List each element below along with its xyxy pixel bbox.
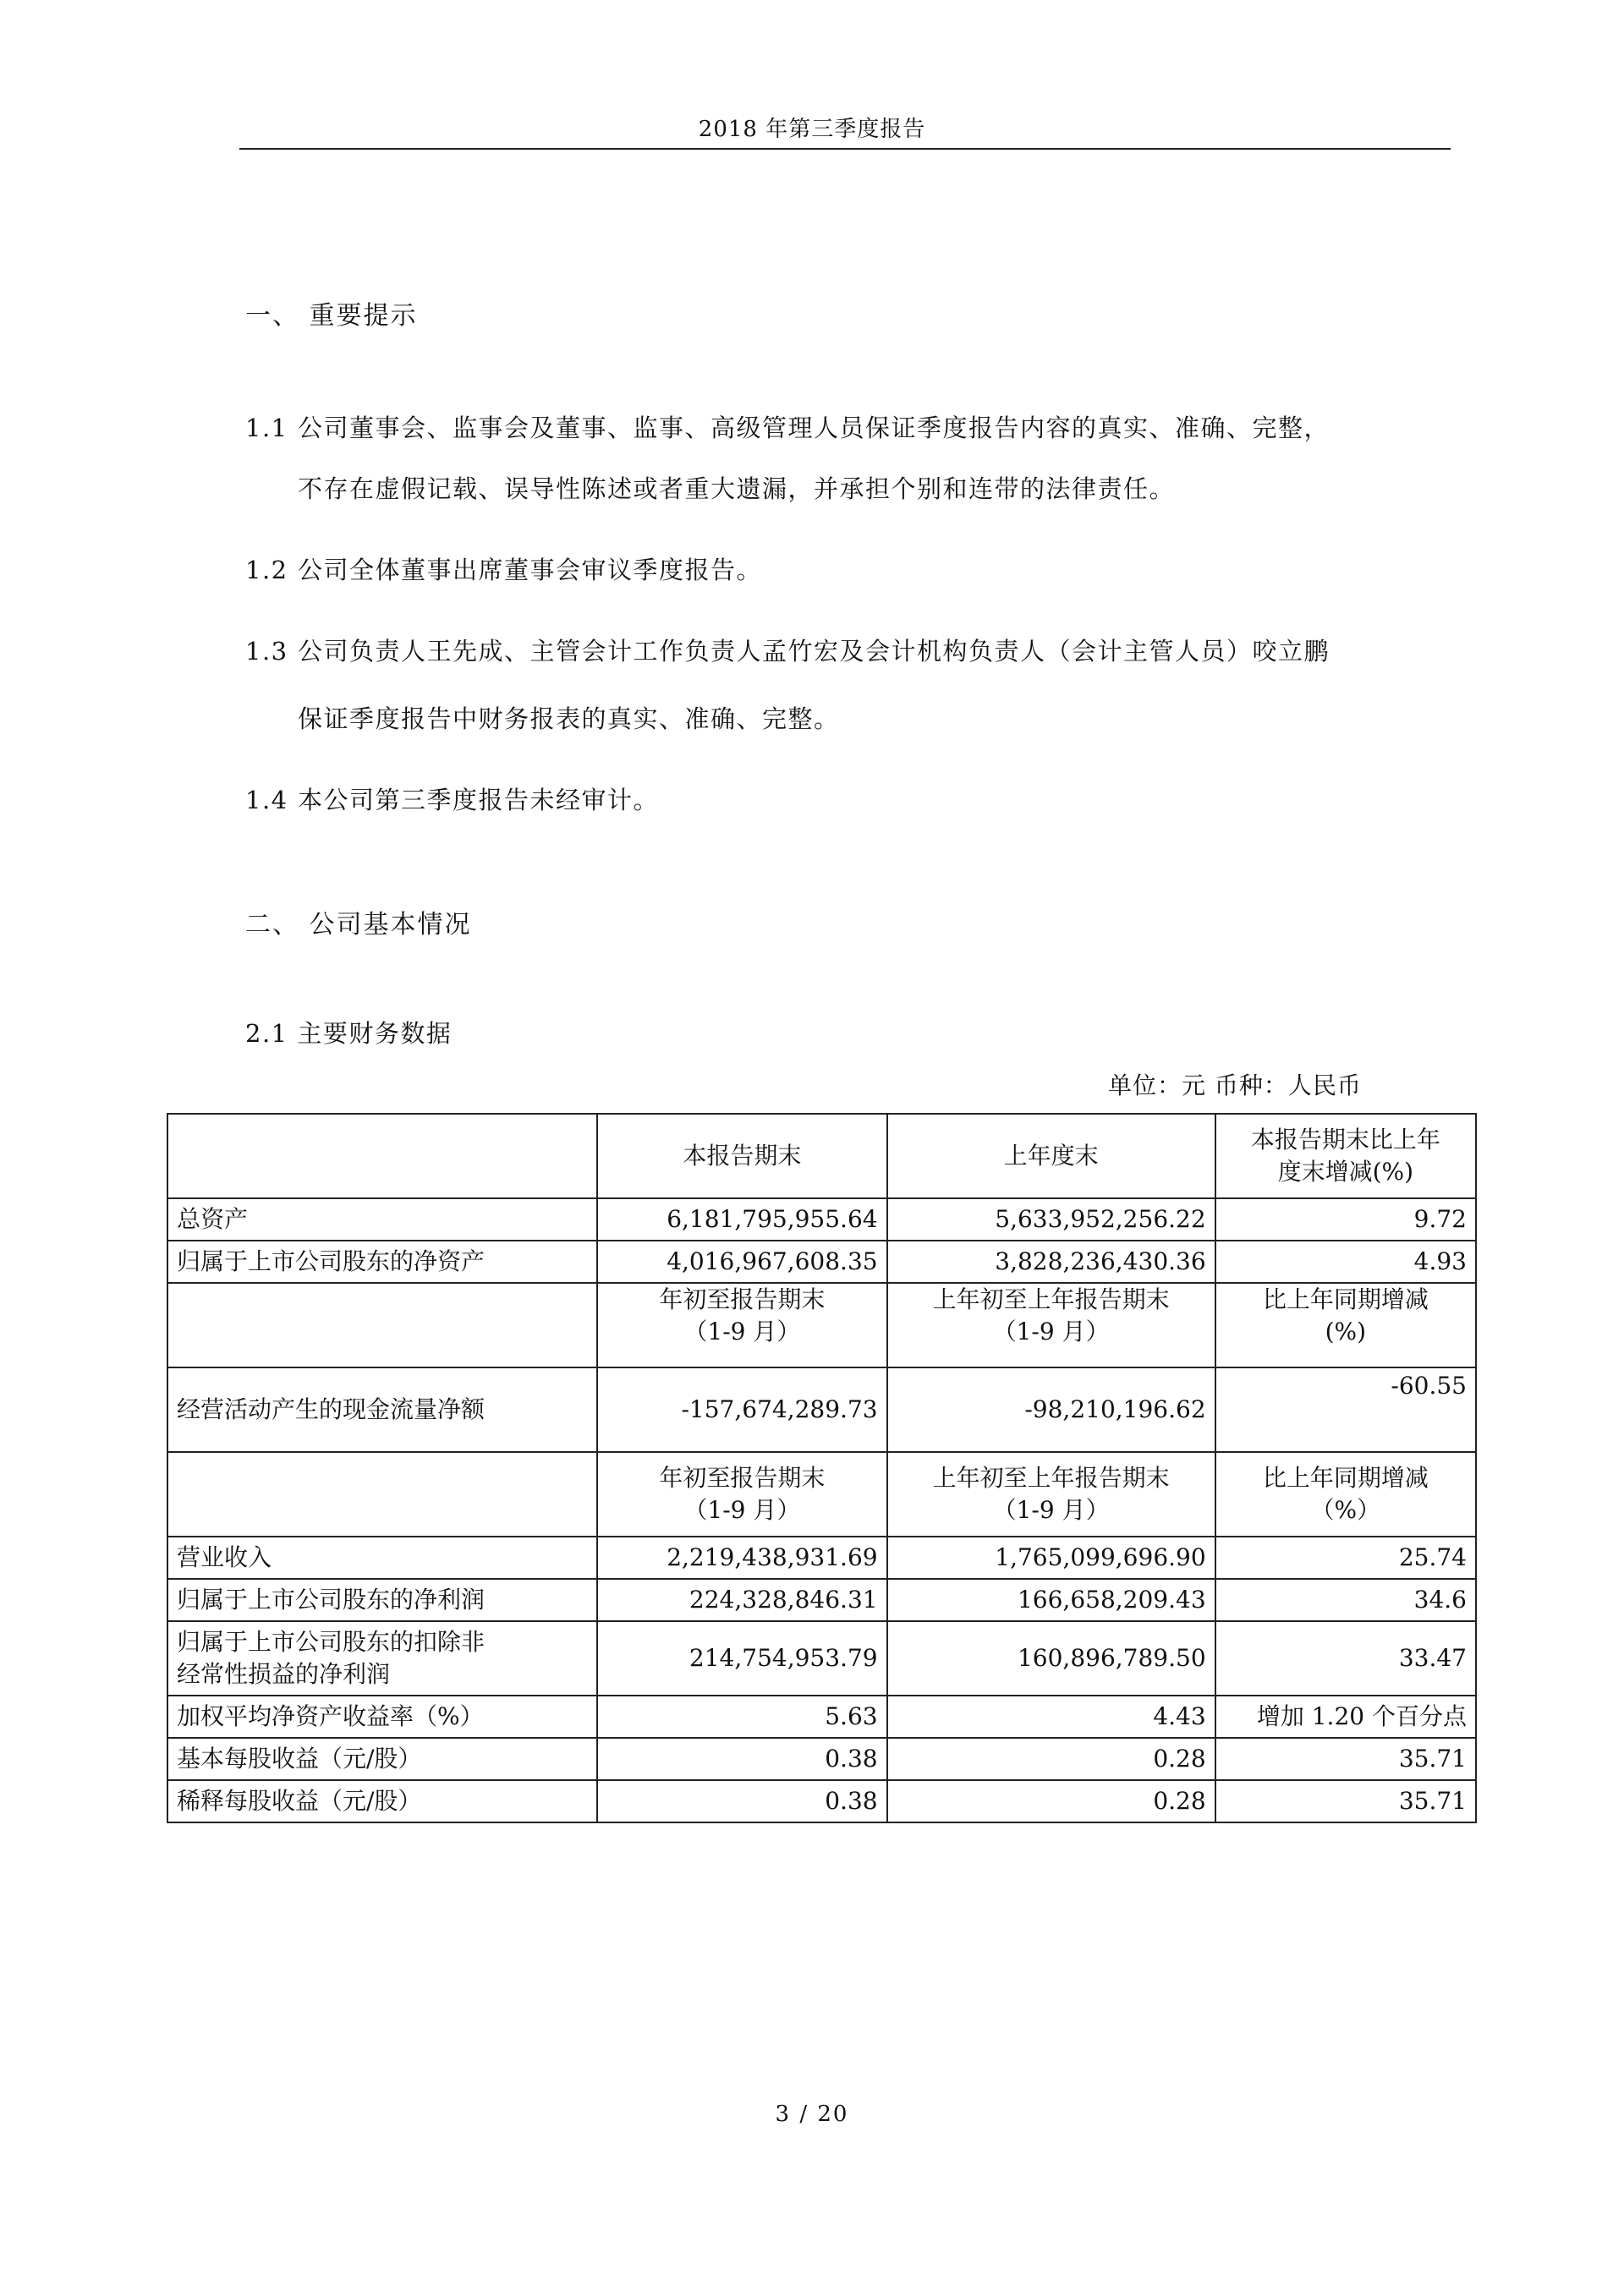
item-number: 1.1 [245,414,288,442]
table-row [167,1696,1476,1738]
value-cell: 160,896,789.50 [887,1621,1215,1696]
value-cell: 1,765,099,696.90 [887,1537,1215,1579]
value-cell: -60.55 [1215,1367,1476,1452]
col-header-change-pct [1215,1114,1476,1198]
value-cell: 5.63 [597,1696,886,1738]
header-line: （1-9 月） [683,1496,801,1524]
value-cell: 0.38 [597,1780,886,1822]
label-line: 经常性损益的净利润 [177,1660,391,1688]
item-1-2 [245,551,762,586]
row-label: 稀释每股收益（元/股） [167,1780,597,1822]
section2-heading: 二、 公司基本情况 [245,910,472,940]
page-number: 3 / 20 [775,2101,849,2127]
item-number: 1.3 [245,637,288,666]
value-cell: 166,658,209.43 [887,1579,1215,1621]
value-cell: 214,754,953.79 [597,1621,886,1696]
value-cell: 4,016,967,608.35 [597,1241,886,1283]
value-cell: 0.28 [887,1738,1215,1780]
header-line: (%) [1325,1318,1367,1345]
table-subheader-row [167,1283,1476,1367]
row-label: 营业收入 [167,1537,597,1579]
col-header-prior-ytd [887,1452,1215,1537]
label-line: 归属于上市公司股东的扣除非 [177,1628,486,1656]
header-line: 比上年同期增减 [1262,1464,1429,1492]
value-cell: 34.6 [1215,1579,1476,1621]
item-1-3-cont: 保证季度报告中财务报表的真实、准确、完整。 [298,704,840,733]
table-header-row [167,1114,1476,1198]
item-number: 1.2 [245,556,288,584]
header-line: 上年初至上年报告期末 [932,1464,1170,1492]
item-number: 1.4 [245,786,288,814]
col-header-last-year-end: 上年度末 [887,1114,1215,1198]
col-header-ytd [597,1283,886,1367]
header-line: 本报告期末比上年 [1250,1126,1440,1153]
header-line: 比上年同期增减 [1262,1285,1429,1313]
row-label: 归属于上市公司股东的净利润 [167,1579,597,1621]
header-line: （1-9 月） [683,1318,801,1345]
item-text: 公司负责人王先成、主管会计工作负责人孟竹宏及会计机构负责人（会计主管人员）咬立鹏 [298,637,1330,666]
item-text: 公司全体董事出席董事会审议季度报告。 [298,556,763,584]
row-label: 加权平均净资产收益率（%） [167,1696,597,1738]
row-label: 总资产 [167,1198,597,1241]
item-1-3 [245,633,1330,667]
value-cell: 4.43 [887,1696,1215,1738]
row-label: 基本每股收益（元/股） [167,1738,597,1780]
item-text: 本公司第三季度报告未经审计。 [298,786,660,814]
row-label [167,1621,597,1696]
col-header-prior-ytd [887,1283,1215,1367]
value-cell: 0.38 [597,1738,886,1780]
value-cell: 25.74 [1215,1537,1476,1579]
value-cell: 224,328,846.31 [597,1579,886,1621]
header-line: （%） [1310,1496,1381,1524]
value-cell: 增加 1.20 个百分点 [1215,1696,1476,1738]
col-header-yoy-change [1215,1283,1476,1367]
section1-heading: 一、 重要提示 [245,301,418,331]
table-row [167,1738,1476,1780]
header-line: 年初至报告期末 [659,1464,826,1492]
value-cell: 2,219,438,931.69 [597,1537,886,1579]
row-label: 归属于上市公司股东的净资产 [167,1241,597,1283]
header-rule [239,148,1451,150]
unit-currency-line: 单位：元 币种：人民币 [1108,1071,1362,1099]
value-cell: 35.71 [1215,1780,1476,1822]
table-cell-empty [167,1452,597,1537]
header-line: （1-9 月） [992,1318,1110,1345]
item-1-1-cont: 不存在虚假记载、误导性陈述或者重大遗漏，并承担个别和连带的法律责任。 [298,474,1176,503]
value-cell: 9.72 [1215,1198,1476,1241]
value-cell: 5,633,952,256.22 [887,1198,1215,1241]
header-line: 度末增减(%) [1277,1158,1414,1186]
value-cell: -157,674,289.73 [597,1367,886,1452]
table-subheader-row [167,1452,1476,1537]
table-row [167,1780,1476,1822]
header-line: （1-9 月） [992,1496,1110,1524]
value-cell: 6,181,795,955.64 [597,1198,886,1241]
value-cell: -98,210,196.62 [887,1367,1215,1452]
value-cell: 3,828,236,430.36 [887,1241,1215,1283]
value-cell: 35.71 [1215,1738,1476,1780]
value-cell: 0.28 [887,1780,1215,1822]
table-row [167,1198,1476,1241]
item-1-4 [245,781,659,816]
header-line: 上年初至上年报告期末 [932,1285,1170,1313]
col-header-ytd [597,1452,886,1537]
item-text: 公司董事会、监事会及董事、监事、高级管理人员保证季度报告内容的真实、准确、完整， [298,414,1330,442]
table-cell-empty [167,1283,597,1367]
row-label: 经营活动产生的现金流量净额 [167,1367,597,1452]
page-header-title: 2018 年第三季度报告 [698,117,926,142]
value-cell: 4.93 [1215,1241,1476,1283]
financial-data-table [167,1113,1477,1823]
table-row [167,1621,1476,1696]
col-header-yoy-change [1215,1452,1476,1537]
table-cell-empty [167,1114,597,1198]
table-row [167,1537,1476,1579]
col-header-current-period-end: 本报告期末 [597,1114,886,1198]
item-1-1 [245,409,1330,444]
table-row [167,1241,1476,1283]
header-line: 年初至报告期末 [659,1285,826,1313]
section2-1-heading: 2.1 主要财务数据 [245,1019,453,1048]
table-row [167,1367,1476,1452]
table-row [167,1579,1476,1621]
value-cell: 33.47 [1215,1621,1476,1696]
